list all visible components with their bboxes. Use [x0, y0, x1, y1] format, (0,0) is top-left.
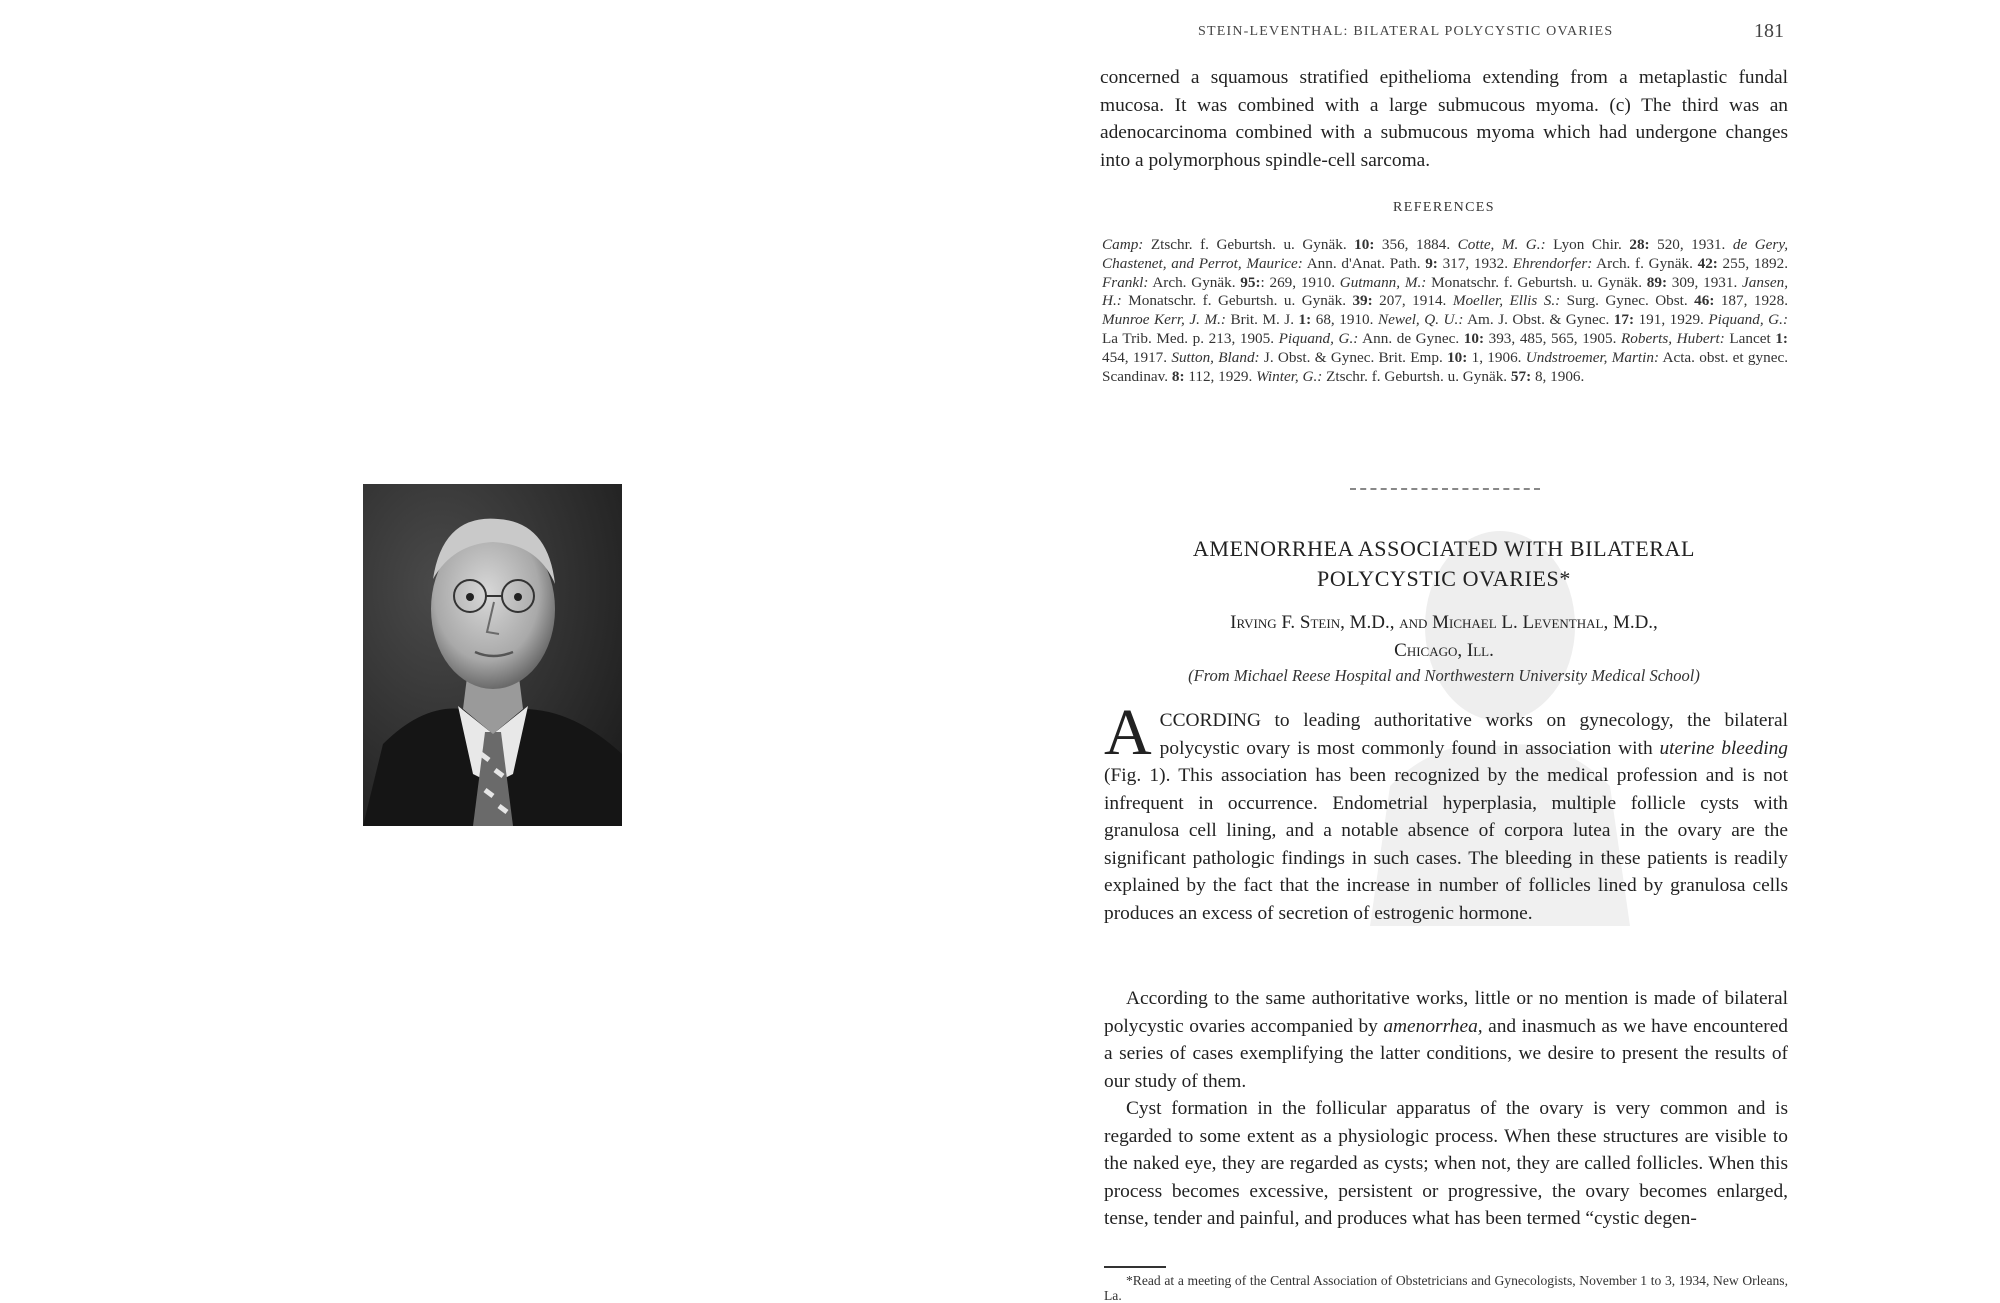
reference-source: Arch. f. Gynäk.	[1592, 254, 1698, 272]
reference-author: Jansen, H.:	[1102, 273, 1788, 310]
reference-author: Gutmann, M.:	[1339, 273, 1427, 291]
reference-source: Monatschr. f. Geburtsh. u. Gynäk.	[1121, 292, 1353, 310]
reference-source: Am. J. Obst. & Gynec.	[1463, 311, 1614, 329]
reference-volume: 9:	[1425, 254, 1438, 272]
reference-volume: 89:	[1646, 273, 1668, 291]
reference-source: Ann. de Gynec.	[1358, 329, 1464, 347]
reference-source: Monatschr. f. Geburtsh. u. Gynäk.	[1426, 273, 1647, 291]
reference-pages: 393, 485, 565, 1905.	[1484, 329, 1622, 347]
reference-volume: 95:	[1240, 273, 1261, 291]
reference-author: Piquand, G.:	[1708, 311, 1789, 329]
reference-volume: 28:	[1629, 236, 1650, 253]
reference-author: Frankl:	[1102, 273, 1149, 291]
reference-pages: 309, 1931.	[1667, 273, 1743, 291]
article-title-line-1: AMENORRHEA ASSOCIATED WITH BILATERAL	[1192, 536, 1696, 561]
reference-author: Winter, G.:	[1256, 367, 1323, 385]
portrait-photo-icon	[363, 484, 622, 826]
reference-pages: 356, 1884.	[1374, 236, 1458, 253]
paragraph-intro	[1104, 696, 1788, 927]
reference-pages: 8, 1906.	[1531, 367, 1585, 385]
author-location: Chicago, Ill.	[1394, 640, 1494, 661]
reference-source: Surg. Gynec. Obst.	[1560, 292, 1695, 310]
paragraph-amenorrhea-end: and inasmuch as we have encountered a series of cases exemplifying the latter conditions, we desire to present the results of our study of them.	[1104, 1015, 1789, 1092]
reference-volume: 42:	[1697, 254, 1718, 272]
reference-pages: 1, 1906.	[1467, 348, 1526, 366]
article-title-line-2: POLYCYSTIC OVARIES*	[1317, 566, 1571, 591]
running-head-title: STEIN-LEVENTHAL: BILATERAL POLYCYSTIC OVARIES	[1198, 24, 1614, 39]
reference-source: Ztschr. f. Geburtsh. u. Gynäk.	[1143, 236, 1355, 253]
portrait-photo	[363, 484, 622, 826]
reference-author: Sutton, Bland:	[1171, 348, 1260, 366]
paragraph-cyst-formation: Cyst formation in the follicular apparatus of the ovary is very common and is regarded to some extent as a physiologic process. When these structures are visible to the naked eye, they are regarded as cysts; when not, they are called follicles. When this process becomes excessive, persistent or progressive, the ovary becomes enlarged, tense, tender and painful, and produces what has been termed “cystic degen-	[1104, 1098, 1788, 1229]
reference-source: Brit. M. J.	[1225, 311, 1299, 329]
reference-volume: 1:	[1298, 311, 1312, 329]
reference-volume: 1:	[1775, 329, 1788, 347]
paragraph-intro-start: CCORDING to leading authoritative works on gynecology, the bilateral polycystic ovary is most commonly found in association with	[1159, 710, 1788, 759]
reference-pages: 520, 1931.	[1649, 236, 1733, 253]
reference-pages: 255, 1892.	[1717, 254, 1788, 272]
article-title	[1100, 534, 1788, 594]
reference-author: de Gery, Chastenet, and Perrot, Maurice:	[1102, 236, 1789, 272]
reference-author: Munroe Kerr, J. M.:	[1102, 311, 1226, 329]
affiliation: (From Michael Reese Hospital and Northwestern University Medical School)	[1188, 666, 1700, 685]
reference-pages: 207, 1914.	[1372, 292, 1453, 310]
reference-pages: 191, 1929.	[1634, 311, 1709, 329]
drop-cap: A	[1104, 696, 1152, 769]
reference-volume: 10:	[1463, 329, 1484, 347]
reference-volume: 39:	[1352, 292, 1373, 310]
reference-source: Lancet	[1724, 329, 1776, 347]
reference-pages: 112, 1929.	[1184, 367, 1257, 385]
reference-volume: 17:	[1613, 311, 1635, 329]
running-head	[1100, 18, 1788, 48]
paragraph-amenorrhea-start: According to the same authoritative works, little or no mention is made of bilateral polycystic ovaries accompanied by	[1104, 988, 1788, 1037]
reference-pages: 317, 1932.	[1437, 254, 1513, 272]
footnote-rule	[1104, 1266, 1166, 1268]
reference-source: Lyon Chir.	[1545, 236, 1630, 253]
paragraph-intro-end: (Fig. 1). This association has been recognized by the medical profession and is not infrequent in occurrence. Endometrial hyperplasia, multiple follicle cysts with granulosa cell lining, and a notable absence of corpora lutea in the ovary are the significant pathologic findings in such cases. The bleeding in these patients is readily explained by the fact that the increase in number of follicles lined by granulosa cells produces an excess of secretion of estrogenic hormone.	[1104, 765, 1788, 924]
paragraph-amenorrhea-emphasis: amenorrhea,	[1383, 1015, 1483, 1037]
reference-volume: 10:	[1447, 348, 1468, 366]
reference-volume: 8:	[1171, 367, 1185, 385]
reference-pages: : 269, 1910.	[1260, 273, 1340, 291]
reference-source: Acta. obst. et gynec. Scandinav.	[1102, 348, 1788, 385]
reference-source: Ann. d'Anat. Path.	[1302, 254, 1426, 272]
reference-source: Ztschr. f. Geburtsh. u. Gynäk.	[1322, 367, 1511, 385]
reference-author: Camp:	[1102, 236, 1144, 253]
reference-author: Roberts, Hubert:	[1621, 329, 1725, 347]
reference-source: Arch. Gynäk.	[1148, 273, 1241, 291]
reference-source: J. Obst. & Gynec. Brit. Emp.	[1259, 348, 1448, 366]
reference-author: Undstroemer, Martin:	[1525, 348, 1660, 366]
footnote: *Read at a meeting of the Central Association of Obstetricians and Gynecologists, November 1 to 3, 1934, New Orleans, La.	[1104, 1273, 1788, 1303]
reference-pages: 454, 1917.	[1102, 348, 1172, 366]
reference-pages: 187, 1928.	[1714, 292, 1789, 310]
reference-author: Newel, Q. U.:	[1377, 311, 1464, 329]
reference-volume: 57:	[1510, 367, 1532, 385]
author-names: Irving F. Stein, M.D., and Michael L. Leventhal, M.D.,	[1230, 612, 1658, 633]
reference-author: Ehrendorfer:	[1512, 254, 1593, 272]
reference-pages: 68, 1910.	[1311, 311, 1378, 329]
paragraph-intro-emphasis: uterine bleeding	[1659, 737, 1788, 759]
authors	[1100, 609, 1788, 665]
reference-volume: 46:	[1694, 292, 1715, 310]
reference-author: Cotte, M. G.:	[1457, 236, 1546, 253]
reference-source: La Trib. Med. p. 213, 1905.	[1102, 329, 1279, 347]
reference-author: Moeller, Ellis S.:	[1452, 292, 1561, 310]
references-heading: REFERENCES	[1393, 200, 1495, 215]
paragraph-amenorrhea	[1104, 985, 1788, 1095]
reference-volume: 10:	[1354, 236, 1375, 253]
reference-author: Piquand, G.:	[1278, 329, 1359, 347]
page-number: 181	[1754, 20, 1784, 42]
references-list	[1102, 236, 1788, 386]
continued-paragraph: concerned a squamous stratified epithelioma extending from a metaplastic fundal mucosa. It was combined with a large submucous myoma. (c) The third was an adenocarcinoma combined with a submucous myoma which had undergone changes into a polymorphous spindle-cell sarcoma.	[1100, 67, 1788, 171]
